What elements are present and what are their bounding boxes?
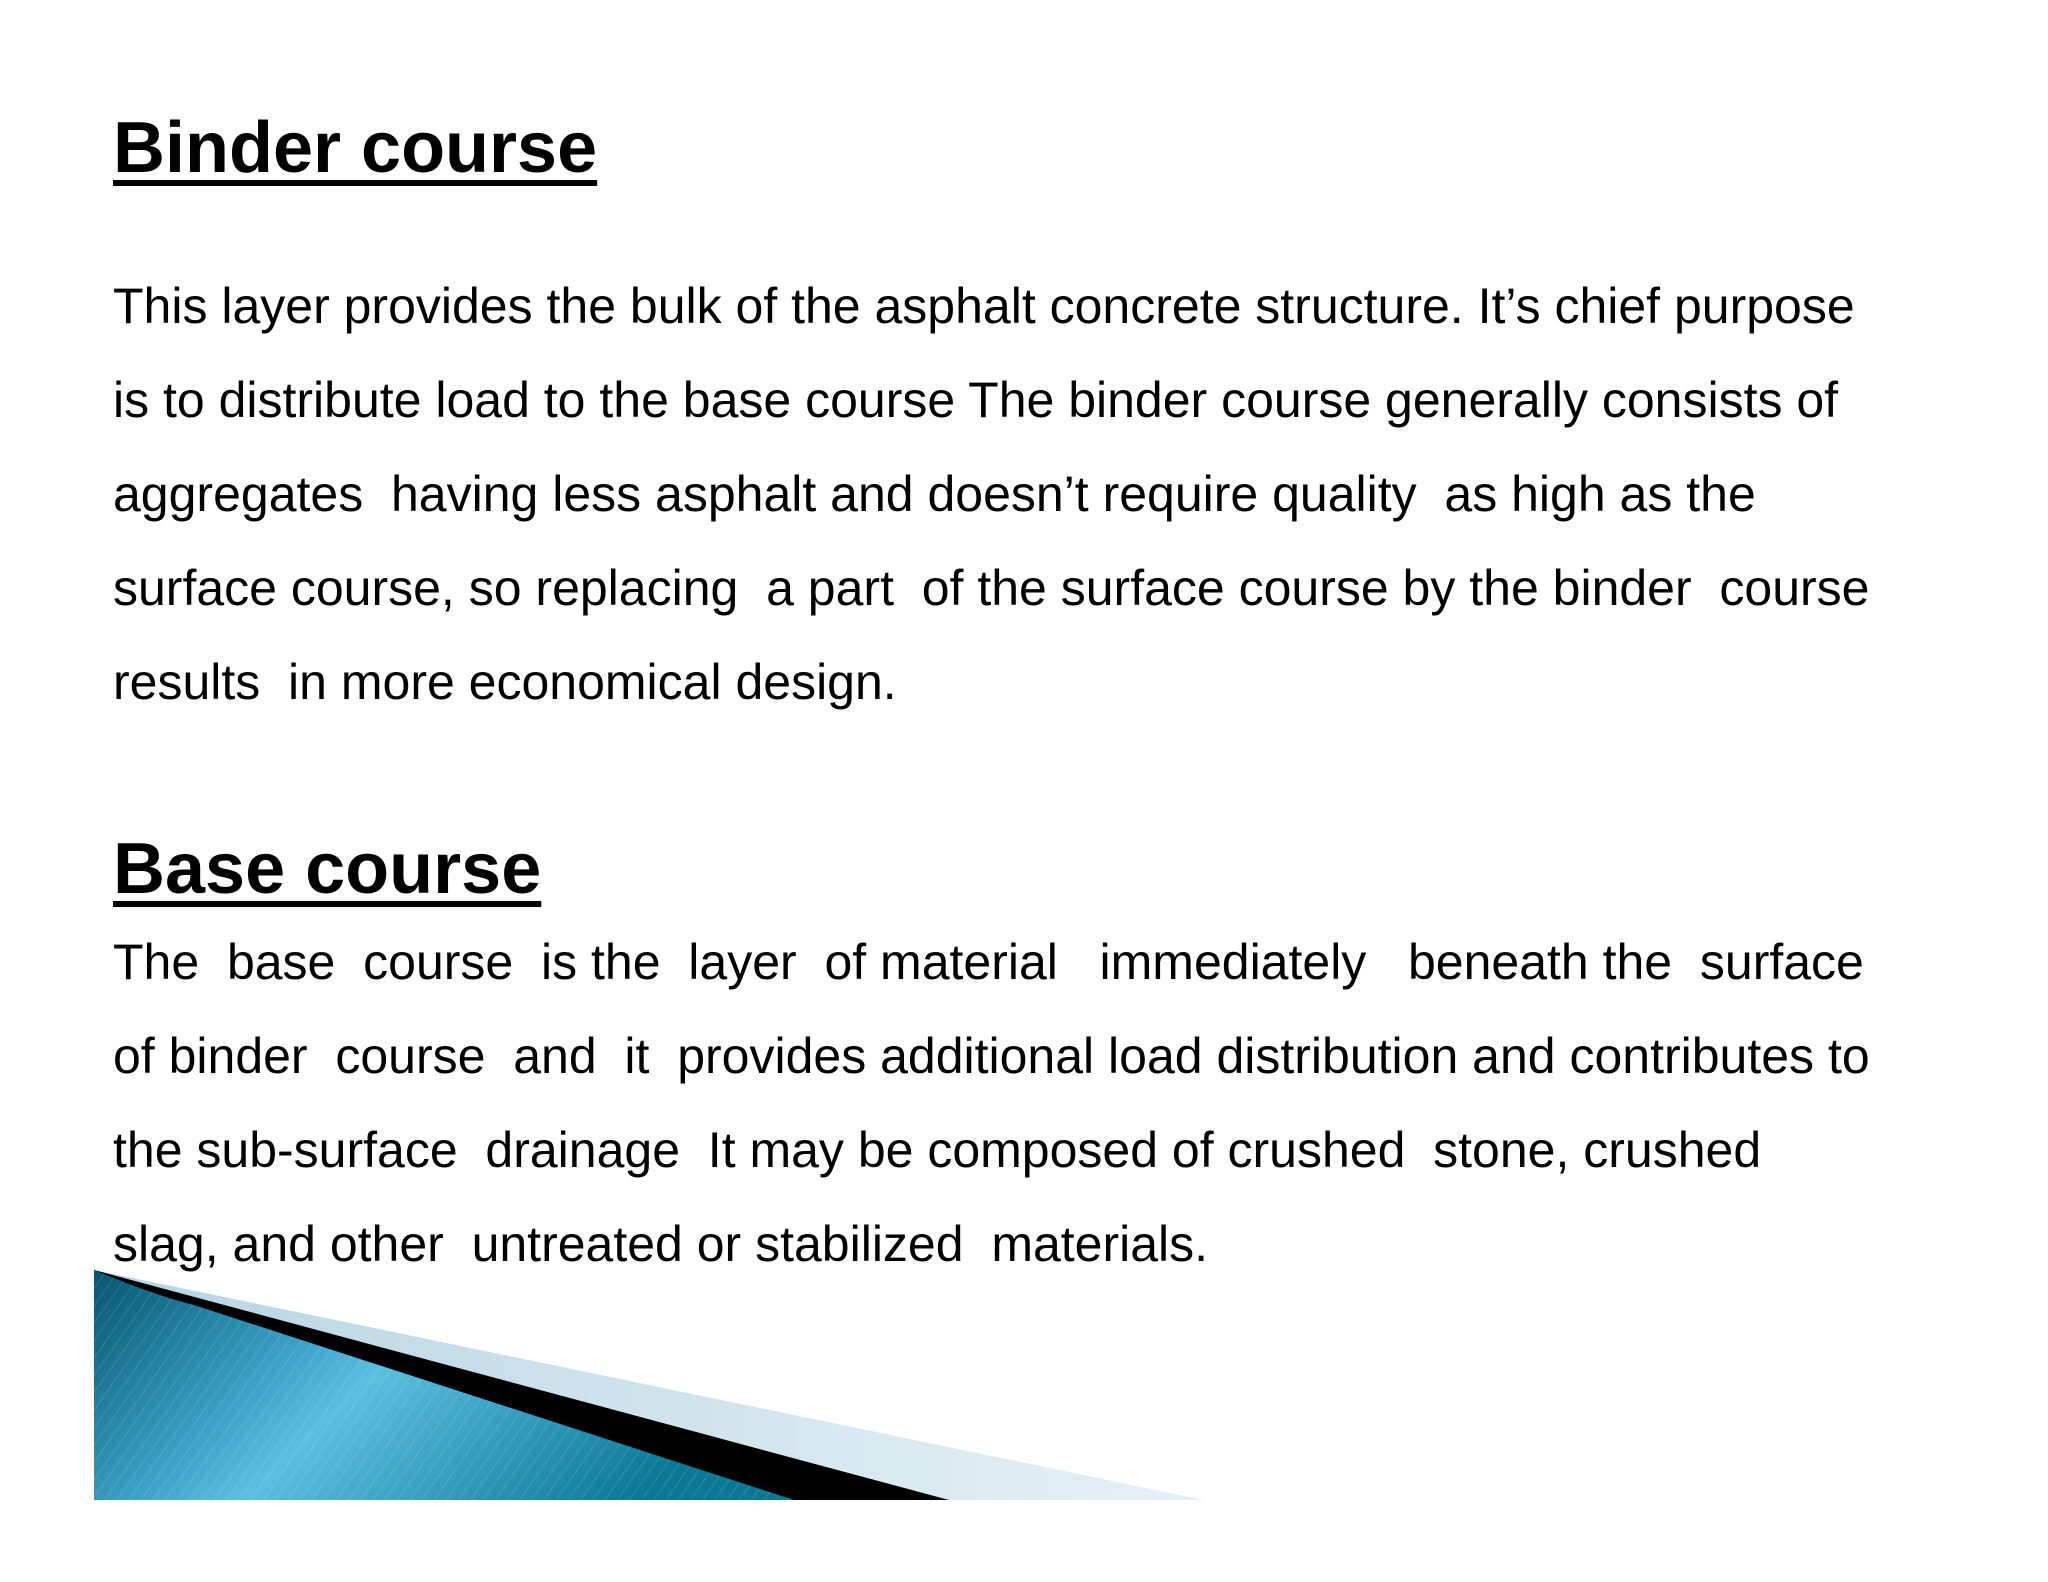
paragraph-line: The base course is the layer of material immediately beneath the surface bbox=[113, 934, 1864, 990]
binder-course-heading: Binder course bbox=[113, 108, 598, 188]
paragraph-line: slag, and other untreated or stabilized materials. bbox=[113, 1216, 1209, 1272]
base-course-paragraph bbox=[113, 915, 1993, 1291]
paragraph-line: of binder course and it provides additional load distribution and contributes to bbox=[113, 1028, 1870, 1084]
paragraph-line: is to distribute load to the base course The binder course generally consists of bbox=[113, 372, 1839, 428]
binder-course-paragraph bbox=[113, 259, 1993, 729]
corner-wedge-decoration bbox=[94, 1270, 1204, 1500]
paragraph-line: This layer provides the bulk of the asphalt concrete structure. It’s chief purpose bbox=[113, 278, 1855, 334]
paragraph-line: results in more economical design. bbox=[113, 654, 897, 710]
paragraph-line: aggregates having less asphalt and doesn’t require quality as high as the bbox=[113, 466, 1756, 522]
base-course-heading: Base course bbox=[113, 829, 542, 909]
paragraph-line: surface course, so replacing a part of the surface course by the binder course bbox=[113, 560, 1870, 616]
paragraph-line: the sub-surface drainage It may be composed of crushed stone, crushed bbox=[113, 1122, 1762, 1178]
